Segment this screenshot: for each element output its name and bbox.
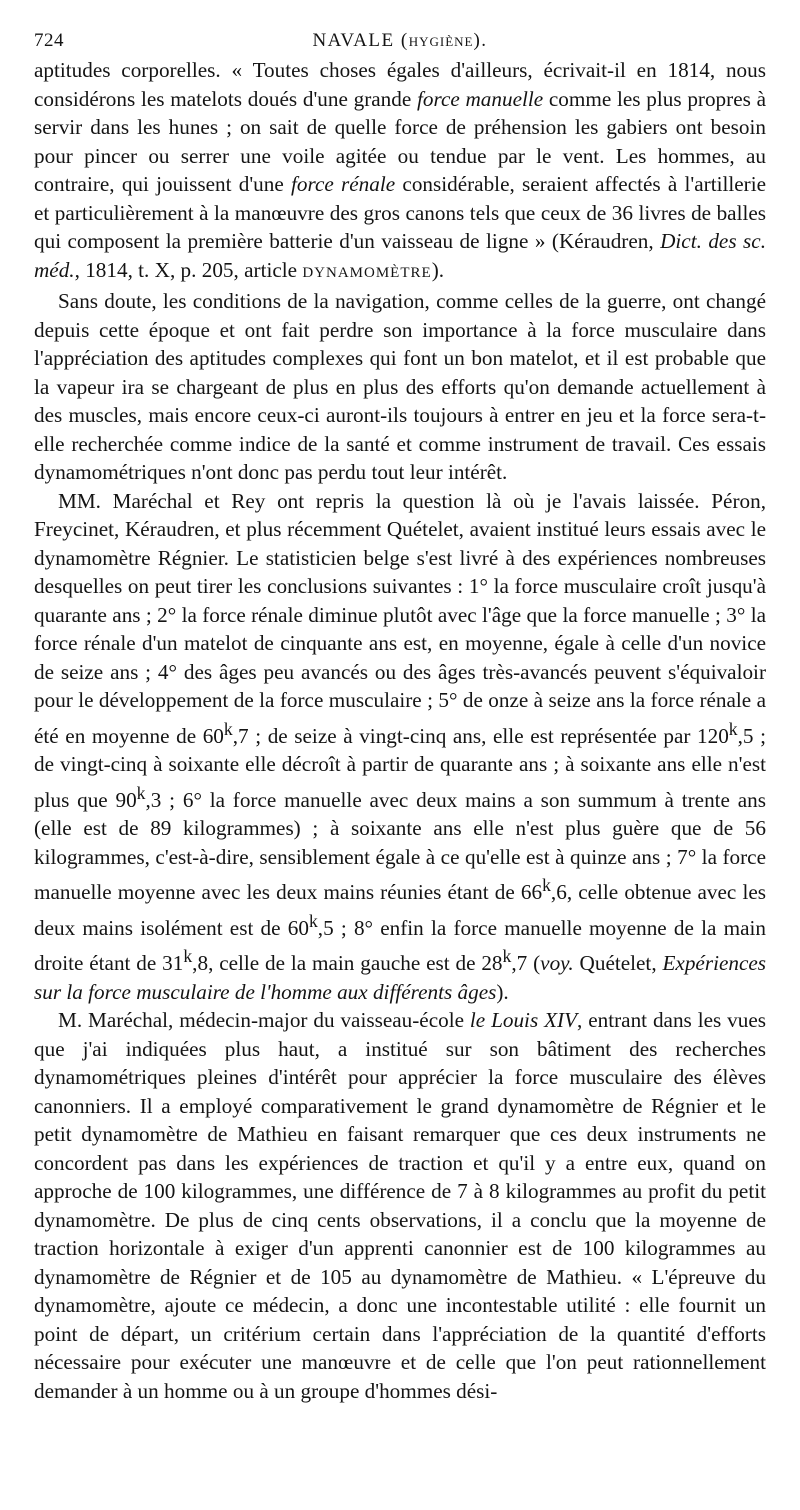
text-run: , entrant dans les vues que j'ai indiquées plus haut, a institué sur son bâtiment des recherches dynamométriques pleines d'intérêt pour apprécier la force musculaire des élèves canonniers. Il a employé comparativement le grand dynamomètre de Régnier et le petit dynamomètre de Mathieu en faisant remarquer que ces deux instruments ne concordent pas dans les expériences de traction et qu'il y a entre eux, quand on approche de 100 kilogrammes, une différence de 7 à 8 kilogrammes au profit du petit dynamomètre. De plus de cinq cents observations, il a conclu que la moyenne de traction horizontale à exiger d'un apprenti canonnier est de 100 kilogrammes au dynamomètre de Régnier et de 105 au dynamomètre de Mathieu. « L'épreuve du dynamomètre, ajoute ce médecin, a donc une incontestable utilité : elle fournit un point de départ, un critérium certain dans l'appréciation de la quantité d'efforts nécessaire pour exécuter une manœuvre et de celle que l'on peut rationnellement demander à un homme ou à un groupe d'hommes dési- (34, 1008, 766, 1403)
superscript: k (542, 875, 551, 896)
text-run: ,7 ; de seize à vingt-cinq ans, elle est représentée par 120 (232, 723, 729, 748)
book-page (34, 22, 766, 1405)
text-run: Sans doute, les conditions de la navigation, comme celles de la guerre, ont changé depuis cette époque et ont fait perdre son importance à la force musculaire dans l'appréciation des aptitudes complexes qui font un bon matelot, et il est probable que la vapeur ira se chargeant de plus en plus des efforts qu'on demande actuellement à des muscles, mais encore ceux-ci auront-ils toujours à entrer en jeu et la force sera-t-elle recherchée comme indice de la santé et comme instrument de travail. Ces essais dynamométriques n'ont donc pas perdu tout leur intérêt. (34, 289, 766, 484)
superscript: k (136, 782, 146, 803)
running-title-main: NAVALE (312, 30, 395, 51)
running-head (34, 22, 766, 56)
running-title (34, 30, 766, 52)
italic-text: Dict. des sc. méd. (34, 229, 766, 282)
text-run: , 1814, t. X, p. 205, article (74, 257, 303, 282)
text-run: ,6, celle obtenue avec les deux mains isolément est de 60 (34, 880, 766, 940)
running-title-subject: HYGIÈNE (408, 34, 474, 49)
paragraph (34, 56, 766, 287)
superscript: k (728, 718, 738, 739)
text-run: ). (496, 979, 509, 1004)
paragraph (34, 287, 766, 487)
body-text (34, 56, 766, 1405)
paragraph (34, 487, 766, 1007)
text-run: MM. Maréchal et Rey ont repris la question là où je l'avais laissée. Péron, Freycinet, Kéraudren, et plus récemment Quételet, avaient institué leurs essais avec le dynamomètre Régnier. Le statisticien belge s'est livré à des expériences nombreuses desquelles on peut tirer les conclusions suivantes : 1° la force musculaire croît jusqu'à quarante ans ; 2° la force rénale diminue plutôt avec l'âge que la force manuelle ; 3° la force rénale d'un matelot de cinquante ans est, en moyenne, égale à celle d'un novice de seize ans ; 4° des âges peu avancés ou des âges très-avancés peuvent s'équivaloir pour le développement de la force musculaire ; 5° de onze à seize ans la force rénale a été en moyenne de 60 (34, 488, 766, 748)
italic-text: Expériences sur la force musculaire de l'homme aux différents âges (34, 951, 767, 1004)
superscript: k (308, 910, 318, 931)
text-run: ,3 ; 6° la force manuelle avec deux mains a son summum à trente ans (elle est de 89 kilogrammes) ; à soixante ans elle n'est plus guère que de 56 kilogrammes, c'est-à-dire, sensiblement égale à ce qu'elle est à quinze ans ; 7° la force manuelle moyenne avec les deux mains réunies étant de 66 (34, 787, 766, 905)
page-number: 724 (34, 30, 64, 51)
italic-text: le Louis XIV (469, 1008, 578, 1033)
text-run: ,5 ; 8° enfin la force manuelle moyenne de la main droite étant de 31 (34, 915, 766, 976)
text-run: ,5 ; de vingt-cinq à soixante elle décroît à partir de quarante ans ; à soixante ans elle n'est plus que 90 (34, 723, 766, 812)
text-run: comme les plus propres à servir dans les hunes ; on sait de quelle force de préhension les gabiers ont besoin pour pincer ou serrer une voile agitée ou tendue par le vent. Les hommes, au contraire, qui jouissent d'une (34, 86, 766, 196)
text-run: Quételet, (573, 951, 663, 976)
paragraph (34, 1006, 766, 1405)
running-title-close: ). (473, 30, 488, 51)
superscript: k (502, 946, 512, 967)
italic-text: force rénale (291, 172, 396, 196)
text-run: ,7 ( (511, 951, 541, 976)
italic-text: force manuelle (417, 86, 544, 111)
superscript: k (183, 946, 193, 967)
text-run: aptitudes corporelles. « Toutes choses égales d'ailleurs, écrivait-il en 1814, nous considérons les matelots doués d'une grande (34, 58, 766, 111)
text-run: ,8, celle de la main gauche est de 28 (192, 951, 503, 976)
superscript: k (223, 718, 233, 739)
running-title-open: ( (400, 30, 409, 51)
text-run: M. Maréchal, médecin-major du vaisseau-école (58, 1008, 470, 1033)
text-run: considérable, seraient affectés à l'artillerie et particulièrement à la manœuvre des gros canons tels que ceux de 36 livres de balles qui composent la première batterie d'un vaisseau de ligne » (Kéraudren, (34, 172, 767, 253)
small-caps-text: DYNAMOMÈTRE (302, 264, 432, 281)
italic-text: voy. (540, 951, 574, 976)
text-run: ). (431, 257, 445, 282)
